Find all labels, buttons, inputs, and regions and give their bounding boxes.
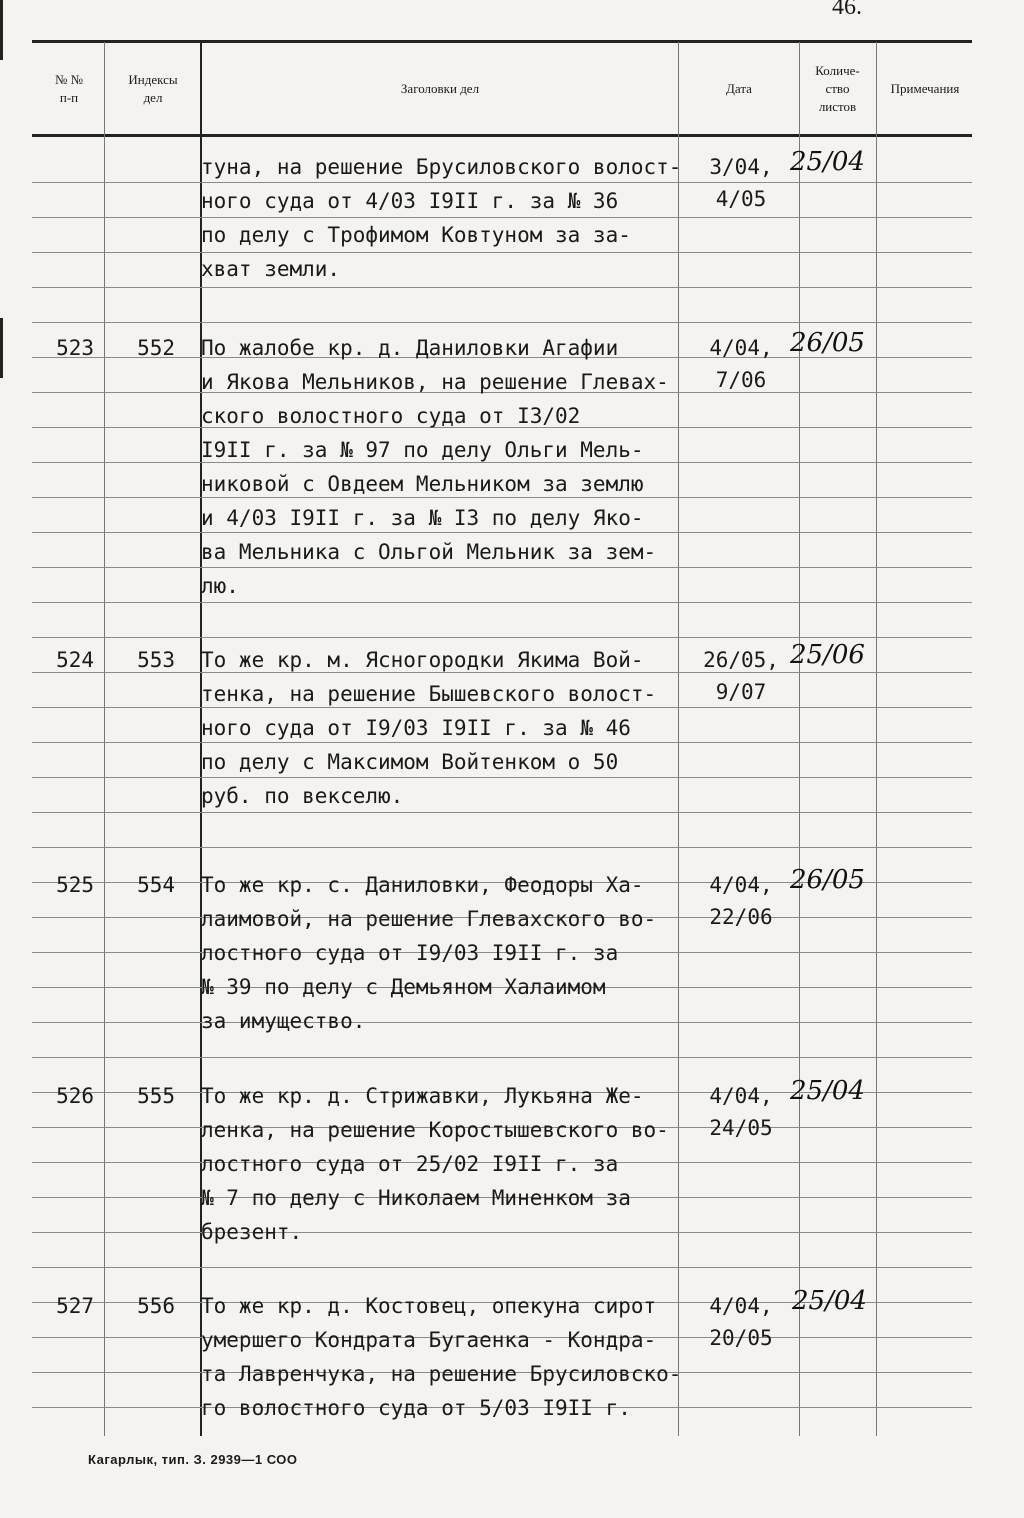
header-col-date: Дата xyxy=(726,80,752,96)
entry-title-line: ского волостного суда от I3/02 xyxy=(201,404,581,428)
entry-date: 4/04, xyxy=(709,336,773,360)
entry-title-line: туна, на решение Брусиловского волост- xyxy=(201,155,681,179)
entry-number: 525 xyxy=(56,873,94,897)
entry-title-line: лю. xyxy=(201,574,239,598)
entry-title-line: № 39 по делу с Демьяном Халаимом xyxy=(201,975,606,999)
entry-date: 3/04, xyxy=(709,155,773,179)
entry-date: 4/05 xyxy=(715,187,767,211)
entry-index: 552 xyxy=(137,336,175,360)
entry-date: 20/05 xyxy=(709,1326,773,1350)
header-col-sheets: Количе- ство листов xyxy=(815,62,860,115)
entry-title-line: По жалобе кр. д. Даниловки Агафии xyxy=(201,336,619,360)
entry-title-line: ленка, на решение Коростышевского во- xyxy=(201,1118,669,1142)
entry-title-line: лостного суда от 25/02 I9II г. за xyxy=(201,1152,619,1176)
header-col-num: № № п-п xyxy=(54,71,84,105)
entry-title-line: брезент. xyxy=(201,1220,303,1244)
header-top-rule xyxy=(32,40,972,43)
entry-title-line: умершего Кондрата Бугаенка - Кондра- xyxy=(201,1328,657,1352)
entry-title-line: хват земли. xyxy=(201,257,341,281)
entry-title-line: го волостного суда от 5/03 I9II г. xyxy=(201,1396,631,1420)
row-rule xyxy=(32,497,972,498)
entry-title-line: та Лавренчука, на решение Брусиловско- xyxy=(201,1362,681,1386)
row-rule xyxy=(32,1057,972,1058)
entry-title-line: и Якова Мельников, на решение Глевах- xyxy=(201,370,669,394)
entry-index: 556 xyxy=(137,1294,175,1318)
entry-index: 555 xyxy=(137,1084,175,1108)
entry-date: 22/06 xyxy=(709,905,773,929)
row-rule xyxy=(32,777,972,778)
row-rule xyxy=(32,602,972,603)
row-rule xyxy=(32,812,972,813)
row-rule xyxy=(32,847,972,848)
entry-number: 527 xyxy=(56,1294,94,1318)
entry-title-line: № 7 по делу с Николаем Миненком за xyxy=(201,1186,631,1210)
entry-title-line: по делу с Трофимом Ковтуном за за- xyxy=(201,223,631,247)
entry-title-line: То же кр. м. Ясногородки Якима Вой- xyxy=(201,648,644,672)
entry-title-line: То же кр. с. Даниловки, Феодоры Ха- xyxy=(201,873,644,897)
row-rule xyxy=(32,1267,972,1268)
entry-title-line: ного суда от I9/03 I9II г. за № 46 xyxy=(201,716,631,740)
entry-sheets-handwritten: 26/05 xyxy=(790,328,865,358)
entry-date: 9/07 xyxy=(715,680,767,704)
header-col-title: Заголовки дел xyxy=(400,80,480,96)
entry-sheets-handwritten: 25/04 xyxy=(790,147,865,177)
row-rule xyxy=(32,742,972,743)
left-margin-mark xyxy=(0,318,3,378)
entry-title-line: руб. по векселю. xyxy=(201,784,404,808)
header-col-index: Индексы дел xyxy=(128,71,178,105)
printer-imprint: Кагарлык, тип. З. 2939—1 СОО xyxy=(88,1452,298,1467)
row-rule xyxy=(32,532,972,533)
entry-index: 554 xyxy=(137,873,175,897)
row-rule xyxy=(32,462,972,463)
entry-title-line: по делу с Максимом Войтенком о 50 xyxy=(201,750,619,774)
row-rule xyxy=(32,707,972,708)
entry-title-line: То же кр. д. Стрижавки, Лукьяна Же- xyxy=(201,1084,644,1108)
entry-number: 523 xyxy=(56,336,94,360)
entry-title-line: ного суда от 4/03 I9II г. за № 36 xyxy=(201,189,619,213)
row-rule xyxy=(32,182,972,183)
left-margin-mark xyxy=(0,0,3,60)
entry-title-line: за имущество. xyxy=(201,1009,366,1033)
page-number: 46. xyxy=(832,0,862,20)
row-rule xyxy=(32,672,972,673)
row-rule xyxy=(32,217,972,218)
entry-title-line: тенка, на решение Бышевского волост- xyxy=(201,682,657,706)
entry-date: 7/06 xyxy=(715,368,767,392)
entry-date: 4/04, xyxy=(709,1084,773,1108)
entry-title-line: лостного суда от I9/03 I9II г. за xyxy=(201,941,619,965)
entry-number: 526 xyxy=(56,1084,94,1108)
header-bottom-rule xyxy=(32,134,972,137)
entry-title-line: и 4/03 I9II г. за № I3 по делу Яко- xyxy=(201,506,644,530)
entry-title-line: лаимовой, на решение Глевахского во- xyxy=(201,907,657,931)
entry-number: 524 xyxy=(56,648,94,672)
entry-title-line: ва Мельника с Ольгой Мельник за зем- xyxy=(201,540,657,564)
entry-sheets-handwritten: 25/04 xyxy=(792,1286,867,1316)
row-rule xyxy=(32,322,972,323)
row-rule xyxy=(32,252,972,253)
entry-date: 24/05 xyxy=(709,1116,773,1140)
entry-sheets-handwritten: 25/04 xyxy=(790,1076,865,1106)
entry-index: 553 xyxy=(137,648,175,672)
entry-sheets-handwritten: 26/05 xyxy=(790,865,865,895)
row-rule xyxy=(32,287,972,288)
row-rule xyxy=(32,637,972,638)
entry-title-line: То же кр. д. Костовец, опекуна сирот xyxy=(201,1294,657,1318)
entry-date: 26/05, xyxy=(703,648,779,672)
entry-title-line: I9II г. за № 97 по делу Ольги Мель- xyxy=(201,438,644,462)
entry-date: 4/04, xyxy=(709,1294,773,1318)
header-col-notes: Примечания xyxy=(890,80,960,96)
entry-title-line: никовой с Овдеем Мельником за землю xyxy=(201,472,644,496)
entry-sheets-handwritten: 25/06 xyxy=(790,640,865,670)
row-rule xyxy=(32,567,972,568)
entry-date: 4/04, xyxy=(709,873,773,897)
